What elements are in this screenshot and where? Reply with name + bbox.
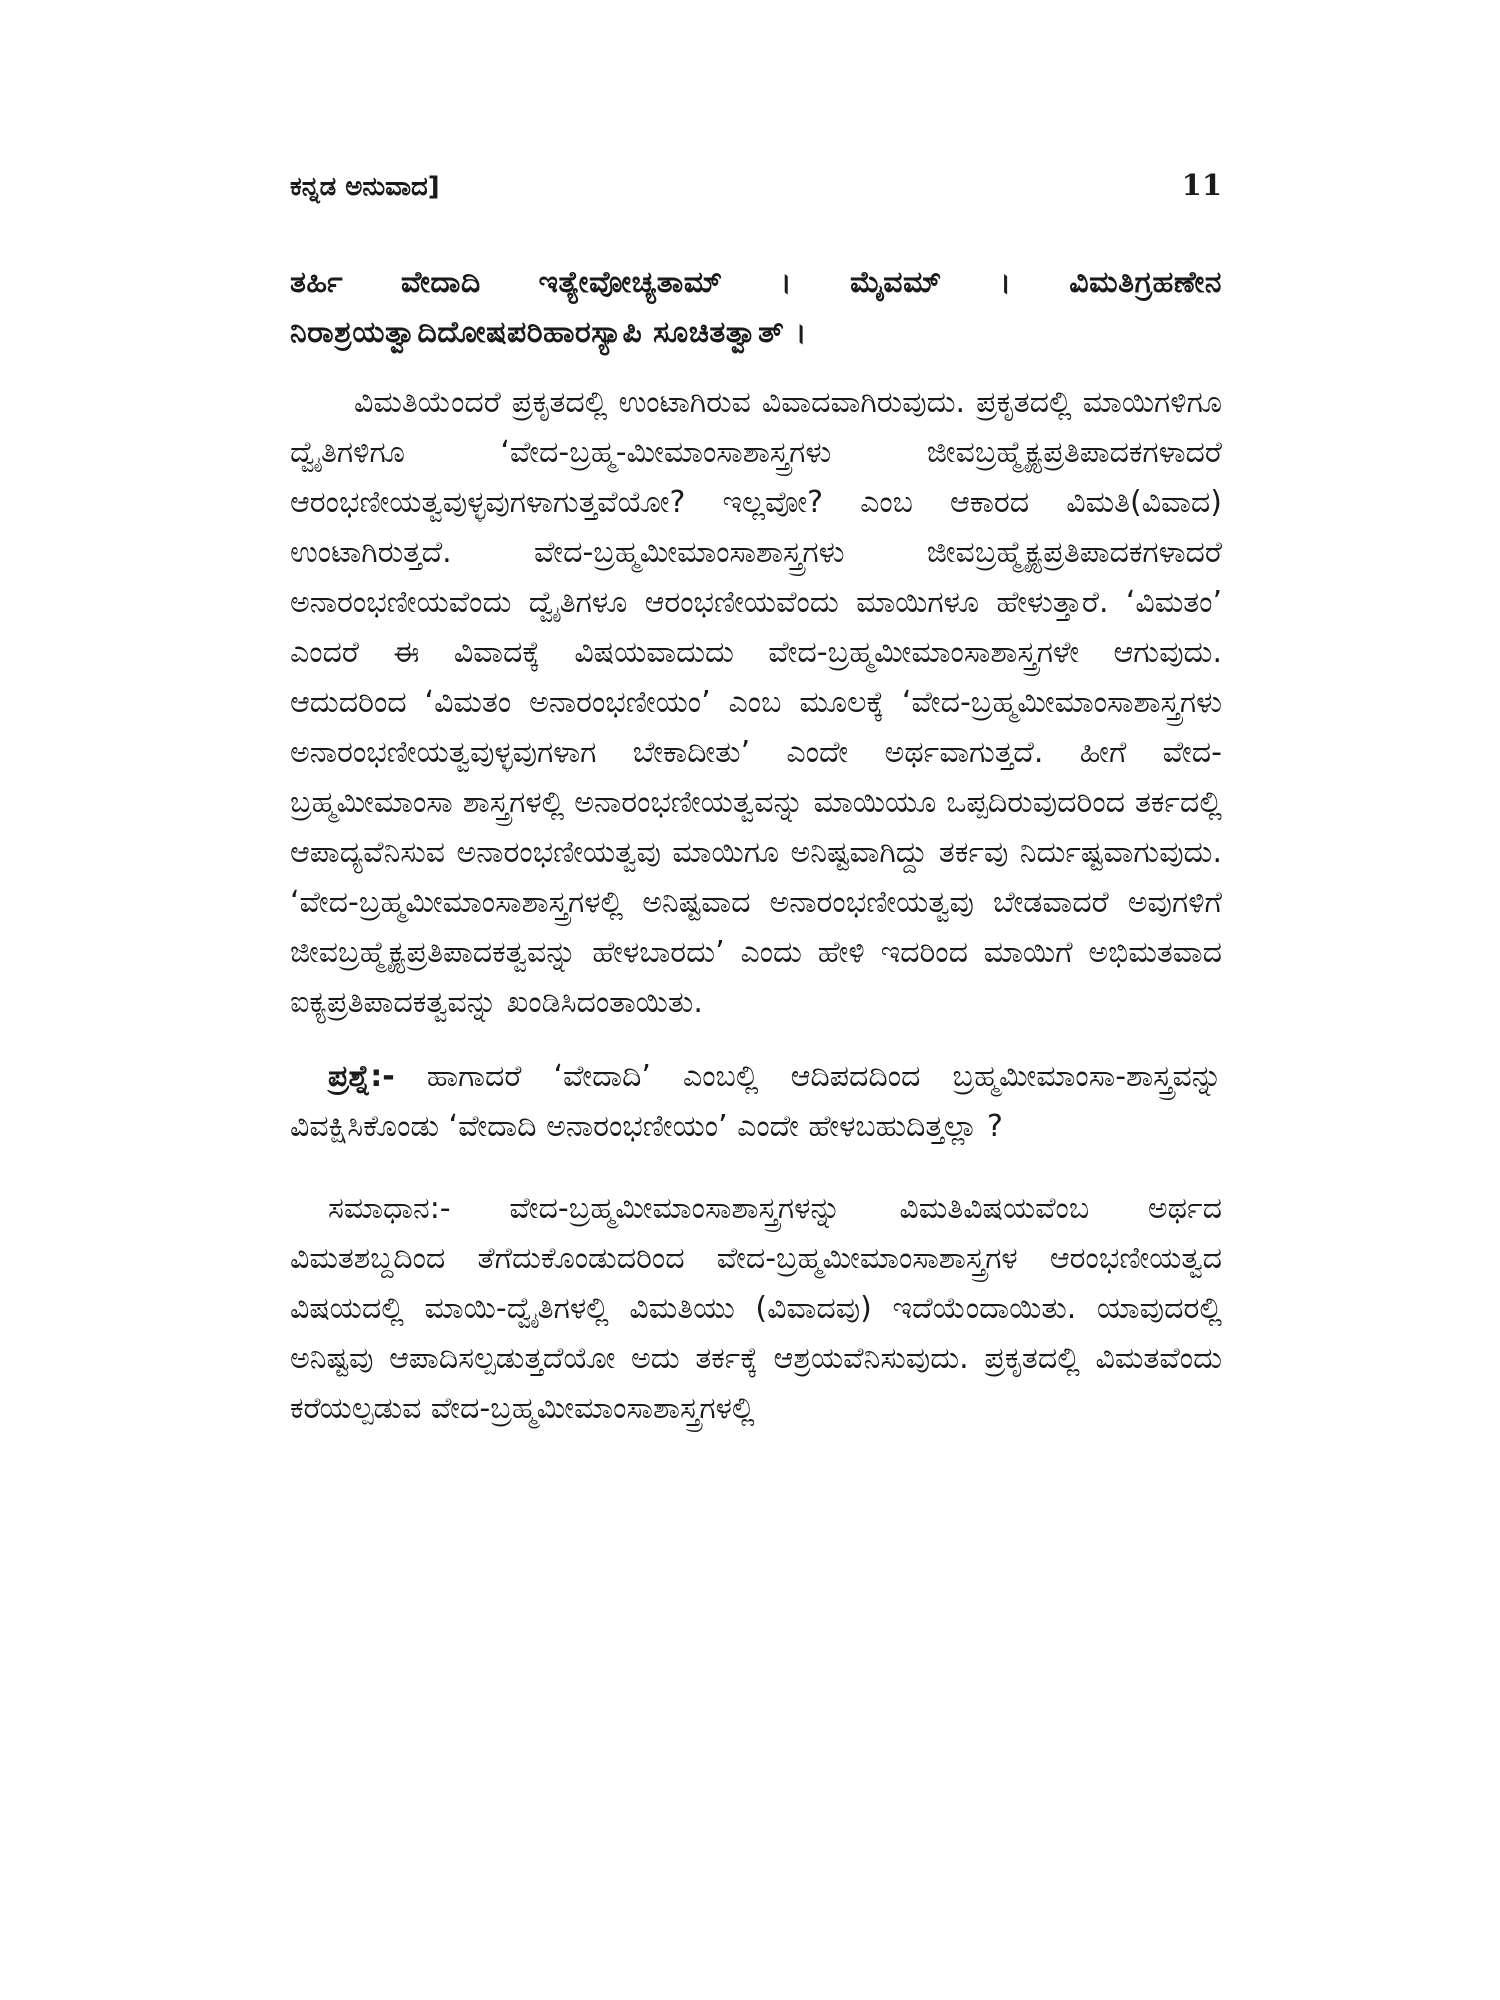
answer-text: ವೇದ-ಬ್ರಹ್ಮಮೀಮಾಂಸಾಶಾಸ್ತ್ರಗಳನ್ನು ವಿಮತಿವಿಷಯವೆಂಬ ಅರ್ಥದ ವಿಮತಶಬ್ದದಿಂದ ತೆಗೆದುಕೊಂಡುದರಿಂದ ವೇದ-ಬ್ರಹ್ಮಮೀಮಾಂಸಾಶಾಸ್ತ್ರಗಳ ಆರಂಭಣೀಯತ್ವದ ವಿಷಯದಲ್ಲಿ ಮಾಯಿ-ದ್ವೈತಿಗಳಲ್ಲಿ ವಿಮತಿಯು (ವಿವಾದವು) ಇದೆಯೆಂದಾಯಿತು. ಯಾವುದರಲ್ಲಿ ಅನಿಷ್ಟವು ಆಪಾದಿಸಲ್ಪಡುತ್ತದೆಯೋ ಅದು ತರ್ಕಕ್ಕೆ ಆಶ್ರಯವೆನಿಸುವುದು. ಪ್ರಕೃತದಲ್ಲಿ ವಿಮತವೆಂದು ಕರೆಯಲ್ಪಡುವ ವೇದ-ಬ್ರಹ್ಮಮೀಮಾಂಸಾಶಾಸ್ತ್ರಗಳಲ್ಲಿ <box>290 1191 1222 1426</box>
page-header <box>290 168 1222 208</box>
question-text: ಹಾಗಾದರೆ ‘ವೇದಾದಿ’ ಎಂಬಲ್ಲಿ ಆದಿಪದದಿಂದ ಬ್ರಹ್ಮಮೀಮಾಂಸಾ-ಶಾಸ್ತ್ರವನ್ನು ವಿವಕ್ಷಿಸಿಕೊಂಡು ‘ವೇದಾದಿ ಅನಾರಂಭಣೀಯಂ’ ಎಂದೇ ಹೇಳಬಹುದಿತ್ತಲ್ಲಾ ? <box>290 1059 1222 1144</box>
page-number: 11 <box>1181 168 1222 202</box>
answer-paragraph <box>290 1184 1222 1434</box>
answer-label: ಸಮಾಧಾನ:- <box>328 1191 451 1226</box>
running-head: ಕನ್ನಡ ಅನುವಾದ] <box>290 172 440 202</box>
sanskrit-verse: ತರ್ಹಿ ವೇದಾದಿ ಇತ್ಯೇವೋಚ್ಯತಾಮ್ । ಮೈವಮ್ । ವಿಮತಿಗ್ರಹಣೇನ ನಿರಾಶ್ರಯತ್ವಾದಿದೋಷಪರಿಹಾರಸ್ಯಾಪಿ ಸೂಚಿತತ್ವಾತ್ । <box>290 265 1222 350</box>
question-paragraph <box>290 1052 1222 1152</box>
body-text <box>290 258 1222 1434</box>
commentary-paragraph: ವಿಮತಿಯೆಂದರೆ ಪ್ರಕೃತದಲ್ಲಿ ಉಂಟಾಗಿರುವ ವಿವಾದವಾಗಿರುವುದು. ಪ್ರಕೃತದಲ್ಲಿ ಮಾಯಿಗಳಿಗೂ ದ್ವೈತಿಗಳಿಗೂ ‘ವೇದ-ಬ್ರಹ್ಮ-ಮೀಮಾಂಸಾಶಾಸ್ತ್ರಗಳು ಜೀವಬ್ರಹ್ಮೈಕ್ಯಪ್ರತಿಪಾದಕಗಳಾದರೆ ಆರಂಭಣೀಯತ್ವವುಳ್ಳವುಗಳಾಗುತ್ತವೆಯೋ? ಇಲ್ಲವೋ? ಎಂಬ ಆಕಾರದ ವಿಮತಿ(ವಿವಾದ) ಉಂಟಾಗಿರುತ್ತದೆ. ವೇದ-ಬ್ರಹ್ಮಮೀಮಾಂಸಾಶಾಸ್ತ್ರಗಳು ಜೀವಬ್ರಹ್ಮೈಕ್ಯಪ್ರತಿಪಾದಕಗಳಾದರೆ ಅನಾರಂಭಣೀಯವೆಂದು ದ್ವೈತಿಗಳೂ ಆರಂಭಣೀಯವೆಂದು ಮಾಯಿಗಳೂ ಹೇಳುತ್ತಾರೆ. ‘ವಿಮತಂ’ ಎಂದರೆ ಈ ವಿವಾದಕ್ಕೆ ವಿಷಯವಾದುದು ವೇದ-ಬ್ರಹ್ಮಮೀಮಾಂಸಾಶಾಸ್ತ್ರಗಳೇ ಆಗುವುದು. ಆದುದರಿಂದ ‘ವಿಮತಂ ಅನಾರಂಭಣೀಯಂ’ ಎಂಬ ಮೂಲಕ್ಕೆ ‘ವೇದ-ಬ್ರಹ್ಮಮೀಮಾಂಸಾಶಾಸ್ತ್ರಗಳು ಅನಾರಂಭಣೀಯತ್ವವುಳ್ಳವುಗಳಾಗ ಬೇಕಾದೀತು’ ಎಂದೇ ಅರ್ಥವಾಗುತ್ತದೆ. ಹೀಗೆ ವೇದ-ಬ್ರಹ್ಮಮೀಮಾಂಸಾ ಶಾಸ್ತ್ರಗಳಲ್ಲಿ ಅನಾರಂಭಣೀಯತ್ವವನ್ನು ಮಾಯಿಯೂ ಒಪ್ಪದಿರುವುದರಿಂದ ತರ್ಕದಲ್ಲಿ ಆಪಾದ್ಯವೆನಿಸುವ ಅನಾರಂಭಣೀಯತ್ವವು ಮಾಯಿಗೂ ಅನಿಷ್ಟವಾಗಿದ್ದು ತರ್ಕವು ನಿರ್ದುಷ್ಟವಾಗುವುದು. ‘ವೇದ-ಬ್ರಹ್ಮಮೀಮಾಂಸಾಶಾಸ್ತ್ರಗಳಲ್ಲಿ ಅನಿಷ್ಟವಾದ ಅನಾರಂಭಣೀಯತ್ವವು ಬೇಡವಾದರೆ ಅವುಗಳಿಗೆ ಜೀವಬ್ರಹ್ಮೈಕ್ಯಪ್ರತಿಪಾದಕತ್ವವನ್ನು ಹೇಳಬಾರದು’ ಎಂದು ಹೇಳಿ ಇದರಿಂದ ಮಾಯಿಗೆ ಅಭಿಮತವಾದ ಐಕ್ಯಪ್ರತಿಪಾದಕತ್ವವನ್ನು ಖಂಡಿಸಿದಂತಾಯಿತು. <box>290 385 1222 1020</box>
question-label: ಪ್ರಶ್ನೆ:- <box>328 1059 395 1094</box>
